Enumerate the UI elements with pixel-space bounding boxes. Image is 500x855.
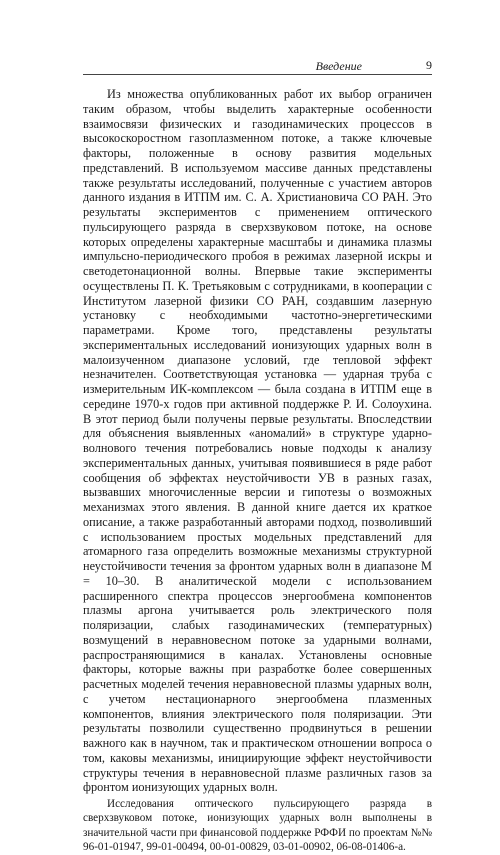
running-head bbox=[83, 58, 432, 75]
running-head-title: Введение bbox=[315, 59, 362, 73]
body-text bbox=[83, 87, 432, 855]
paragraph-funding-note: Исследования оптического пульсирующего разряда в сверхзвуковом потоке, ионизующих ударных волн выполнены в значительной части при финансовой поддержке РФФИ по проектам №№ 96-01-01947, 99-01-00494, 00-01-00829, 03-01-00902, 06-08-01406-а. bbox=[83, 798, 432, 854]
paragraph-main: Из множества опубликованных работ их выбор ограничен таким образом, чтобы выделить характерные особенности взаимосвязи физических и газодинамических процессов в высокоскоростном газоплазменном потоке, а также ключевые факторы, положенные в основу развития модельных представлений. В используемом массиве данных представлены также результаты исследований, полученные с участием авторов данного издания в ИТПМ им. С. А. Христиановича СО РАН. Это результаты экспериментов с применением оптического пульсирующего разряда в сверхзвуковом потоке, на основе которых определены характерные масштабы и динамика плазмы импульсно-периодического пробоя в режимах лазерной искры и светодетонационной волны. Впервые такие эксперименты осуществлены П. К. Третьяковым с сотрудниками, в кооперации с Институтом лазерной физики СО РАН, создавшим лазерную установку с необходимыми частотно-энергетическими параметрами. Кроме того, представлены результаты экспериментальных исследований ионизующих ударных волн в малоизученном диапазоне условий, где тепловой эффект незначителен. Соответствующая установка — ударная труба с измерительным ИК-комплексом — была создана в ИТПМ еще в середине 1970-х годов при активной поддержке Р. И. Солоухина. В этот период были получены первые результаты. Впоследствии для объяснения выявленных «аномалий» в структуре ударно-волнового течения потребовались новые подходы к анализу экспериментальных данных, учитывая появившиеся в ряде работ сообщения об эффектах неустойчивости УВ в разных газах, вызвавших многочисленные версии и гипотезы о возможных механизмах этого явления. В данной книге дается их краткое описание, а также разработанный авторами подход, позволивший с использованием простых модельных представлений для атомарного газа определить возможные механизмы структурной неустойчивости течения за фронтом ударных волн в диапазоне M = 10–30. В аналитической модели с использованием расширенного спектра процессов энергообмена компонентов плазмы аргона учитывается роль электрического поля поляризации, слабых газодинамических (температурных) возмущений в неравновесном потоке за ударными волнами, распространяющимися в каналах. Установлены основные факторы, которые важны при разработке более совершенных расчетных моделей течения неравновесной плазмы ударных волн, с учетом нестационарного энергообмена плазменных компонентов, влияния электрического поля поляризации. Эти результаты позволили существенно продвинуться в решении важного как в научном, так и практическом отношении вопроса о том, каковы механизмы, инициирующие эффект неустойчивости структуры течения в неравновесной плазме различных газов за фронтом ионизующих ударных волн. bbox=[83, 87, 432, 795]
page-number: 9 bbox=[426, 58, 432, 72]
